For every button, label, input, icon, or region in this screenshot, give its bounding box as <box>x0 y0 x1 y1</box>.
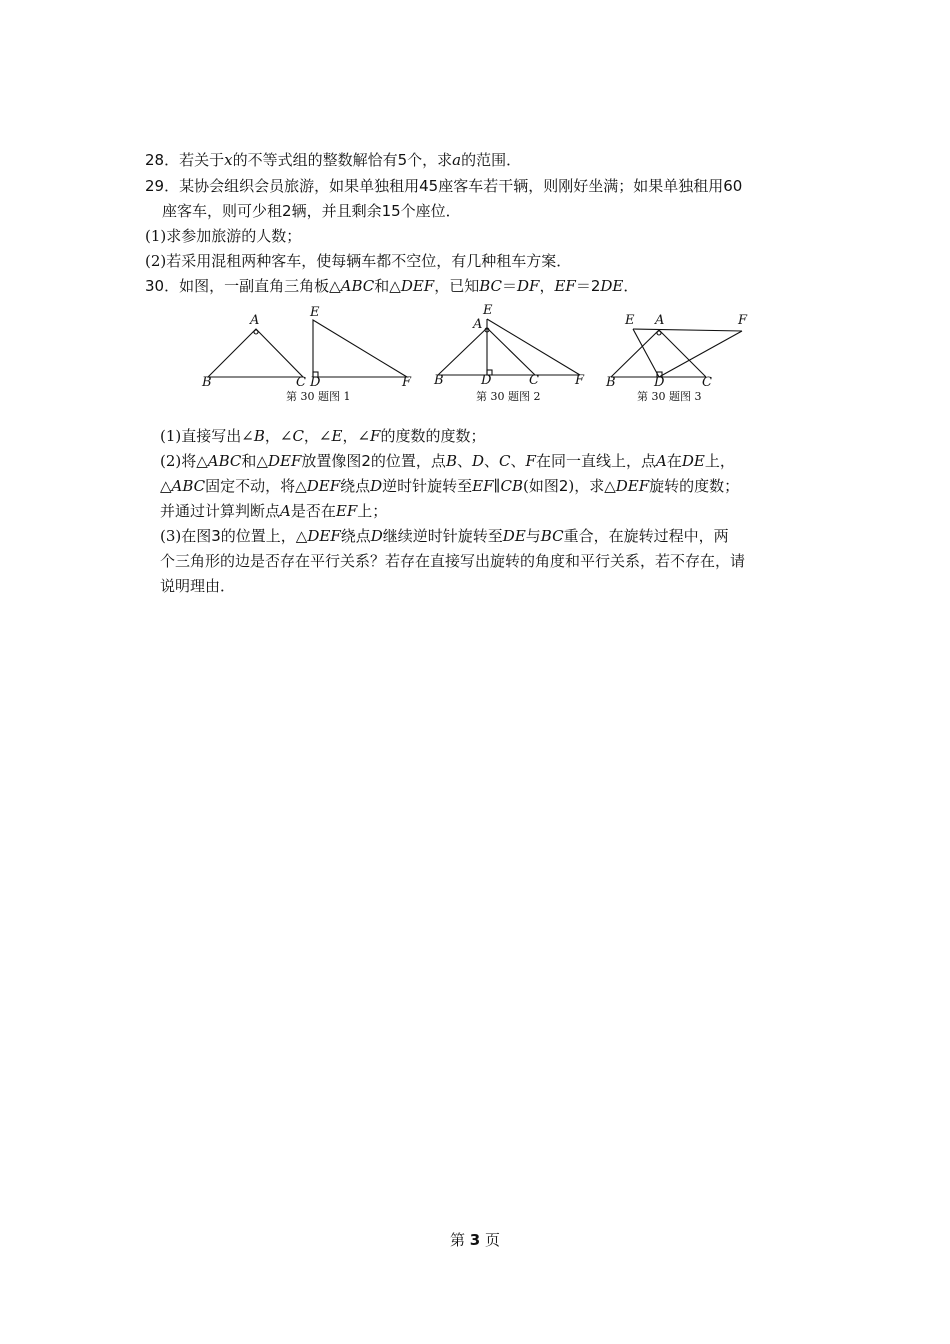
q29-sub2: (2)若采用混租两种客车，使每辆车都不空位，有几种租车方案． <box>145 252 572 270</box>
q30-number: 30 <box>145 277 165 295</box>
fig3-label-e: E <box>625 313 635 328</box>
fig1-label-b: B <box>202 375 212 390</box>
fig3-label-c: C <box>702 375 712 390</box>
q30-sub3-line-2: 个三角形的边是否存在平行关系？若存在直接写出旋转的角度和平行关系，若不存在，请 <box>160 552 746 570</box>
q30-sub2-line-2: △ABC固定不动，将△DEF绕点D逆时针旋转至EF∥CB(如图2)，求△DEF旋转的度数； <box>160 477 740 495</box>
q30-line-1: 30．如图，一副直角三角板△ABC和△DEF，已知BC＝DF，EF＝2DE． <box>145 277 639 295</box>
fig2-label-a: A <box>473 317 483 332</box>
fig1-triangle-def <box>313 320 407 377</box>
q30-sub3-line-3: 说明理由． <box>160 577 236 595</box>
q30-sub1: (1)直接写出∠B，∠C，∠E，∠F的度数的度数； <box>160 427 486 445</box>
fig2-label-b: B <box>434 373 444 388</box>
figure-1 <box>208 320 407 377</box>
fig2-caption: 第 30 题图 2 <box>476 390 541 403</box>
fig1-label-e: E <box>310 305 320 320</box>
fig2-label-c: C <box>529 373 539 388</box>
fig1-caption: 第 30 题图 1 <box>286 390 351 403</box>
fig1-right-angle-mark <box>254 330 258 334</box>
page-footer: 第 3 页 <box>449 1231 501 1249</box>
q29-number: 29 <box>145 177 165 195</box>
fig2-label-e: E <box>483 303 493 318</box>
q28-number: 28 <box>145 151 165 169</box>
q30-sub2-line-1: (2)将△ABC和△DEF放置像图2的位置，点B、D、C、F在同一直线上，点A在DE上， <box>160 452 735 470</box>
fig1-label-c: C <box>296 375 306 390</box>
fig1-label-a: A <box>250 313 260 328</box>
fig3-label-a: A <box>655 313 665 328</box>
fig2-label-f: F <box>575 373 585 388</box>
q28-line: 28．若关于x的不等式组的整数解恰有5个，求a的范围． <box>145 151 522 169</box>
page-number: 3 <box>469 1231 481 1249</box>
fig3-caption: 第 30 题图 3 <box>637 390 702 403</box>
fig2-label-d: D <box>481 373 492 388</box>
figure-2 <box>438 319 580 375</box>
fig1-label-d: D <box>310 375 321 390</box>
q29-line-2: 座客车，则可少租2辆，并且剩余15个座位． <box>162 202 461 220</box>
q30-sub2-line-3: 并通过计算判断点A是否在EF上； <box>160 502 388 520</box>
q30-sub3-line-1: (3)在图3的位置上，△DEF绕点D继续逆时针旋转至DE与BC重合，在旋转过程中，两 <box>160 527 729 545</box>
fig1-triangle-abc <box>208 329 303 377</box>
q29-sub1: (1)求参加旅游的人数； <box>145 227 302 245</box>
fig3-label-f: F <box>738 313 748 328</box>
figure-3 <box>611 329 742 377</box>
fig3-label-b: B <box>606 375 616 390</box>
q29-line-1: 29．某协会组织会员旅游，如果单独租用45座客车若干辆，则刚好坐满；如果单独租用60 <box>145 177 743 195</box>
fig3-label-d: D <box>654 375 665 390</box>
fig1-label-f: F <box>402 375 412 390</box>
q30-figures <box>0 300 950 410</box>
